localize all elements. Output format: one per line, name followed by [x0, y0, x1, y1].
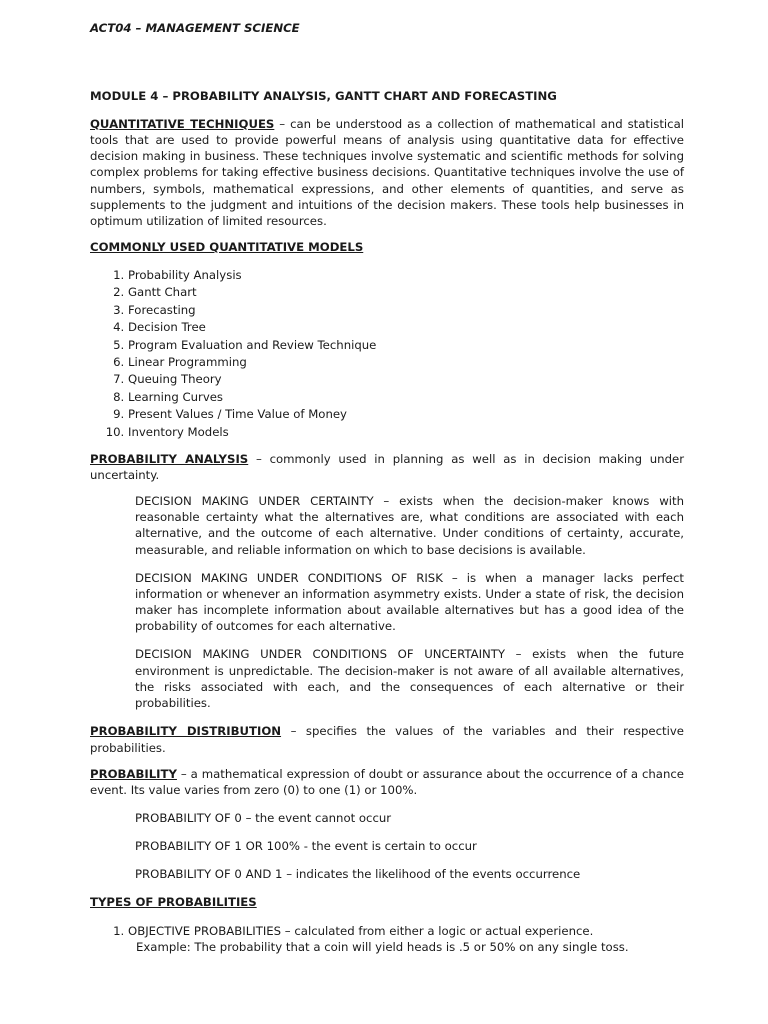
certainty-paragraph: DECISION MAKING UNDER CERTAINTY – exists when the decision-maker knows with reasonable certainty what the alternatives are, what conditions are associated with each alternative, and the outcome of each alternative. Under conditions of certainty, accurate, measurable, and reliable information on which to base decisions is available. [135, 493, 684, 557]
models-list [90, 267, 684, 441]
list-item: 4. Decision Tree [128, 319, 684, 336]
document-page [90, 20, 684, 955]
probability-between-line: PROBABILITY OF 0 AND 1 – indicates the likelihood of the events occurrence [135, 867, 581, 882]
probability-one-line: PROBABILITY OF 1 OR 100% - the event is certain to occur [135, 839, 477, 854]
probability-analysis-definition: – commonly used in planning as well as in decision making under uncertainty. [90, 452, 685, 483]
module-title: MODULE 4 – PROBABILITY ANALYSIS, GANTT CHART AND FORECASTING [90, 89, 557, 104]
probability-zero-line: PROBABILITY OF 0 – the event cannot occur [135, 811, 392, 826]
probability-distribution-paragraph [90, 723, 684, 756]
uncertainty-paragraph: DECISION MAKING UNDER CONDITIONS OF UNCERTAINTY – exists when the future environment is unpredictable. The decision-maker is not aware of all available alternatives, the risks associated with each, and the consequences of each alternative or their probabilities. [135, 647, 684, 711]
probability-definition: – a mathematical expression of doubt or assurance about the occurrence of a chance event. Its value varies from zero (0) to one (1) or 100%. [90, 766, 684, 798]
list-item: 2. Gantt Chart [128, 284, 684, 301]
probability-analysis-term: PROBABILITY ANALYSIS [90, 452, 249, 467]
list-item: 8. Learning Curves [128, 389, 684, 406]
type-example: Example: The probability that a coin will yield heads is .5 or 50% on any single toss. [136, 939, 629, 954]
list-item: 9. Present Values / Time Value of Money [128, 406, 684, 423]
models-heading: COMMONLY USED QUANTITATIVE MODELS [90, 239, 364, 254]
list-item: 7. Queuing Theory [128, 371, 684, 388]
list-item: 1. Probability Analysis [128, 267, 684, 284]
types-heading: TYPES OF PROBABILITIES [90, 895, 257, 910]
quantitative-techniques-paragraph [90, 116, 684, 230]
probability-term: PROBABILITY [90, 766, 177, 781]
types-list [90, 923, 684, 956]
list-item: 5. Program Evaluation and Review Technique [128, 337, 684, 354]
quantitative-techniques-definition: – can be understood as a collection of mathematical and statistical tools that are used to provide powerful means of analysis using quantitative data for effective decision making in business. These techniques involve systematic and scientific methods for solving complex problems for taking effective business decisions. Quantitative techniques involve the use of numbers, symbols, mathematical expressions, and other elements of quantities, and serve as supplements to the judgment and intuitions of the decision makers. These tools help businesses in optimum utilization of limited resources. [90, 116, 684, 229]
probability-distribution-definition: – specifies the values of the variables and their respective probabilities. [90, 724, 684, 755]
list-item: 3. Forecasting [128, 302, 684, 319]
probability-paragraph [90, 766, 684, 799]
quantitative-techniques-term: QUANTITATIVE TECHNIQUES [90, 116, 275, 131]
probability-distribution-term: PROBABILITY DISTRIBUTION [90, 724, 282, 739]
type-label: OBJECTIVE PROBABILITIES – calculated from either a logic or actual experience. [128, 923, 594, 938]
list-item: 6. Linear Programming [128, 354, 684, 371]
risk-paragraph: DECISION MAKING UNDER CONDITIONS OF RISK – is when a manager lacks perfect information or whenever an information asymmetry exists. Under a state of risk, the decision maker has incomplete information about available alternatives but has a good idea of the probability of outcomes for each alternative. [135, 570, 684, 634]
probability-analysis-paragraph [90, 451, 684, 484]
list-item: 10. Inventory Models [128, 424, 684, 441]
list-item [128, 923, 684, 956]
running-header: ACT04 – MANAGEMENT SCIENCE [90, 21, 300, 35]
